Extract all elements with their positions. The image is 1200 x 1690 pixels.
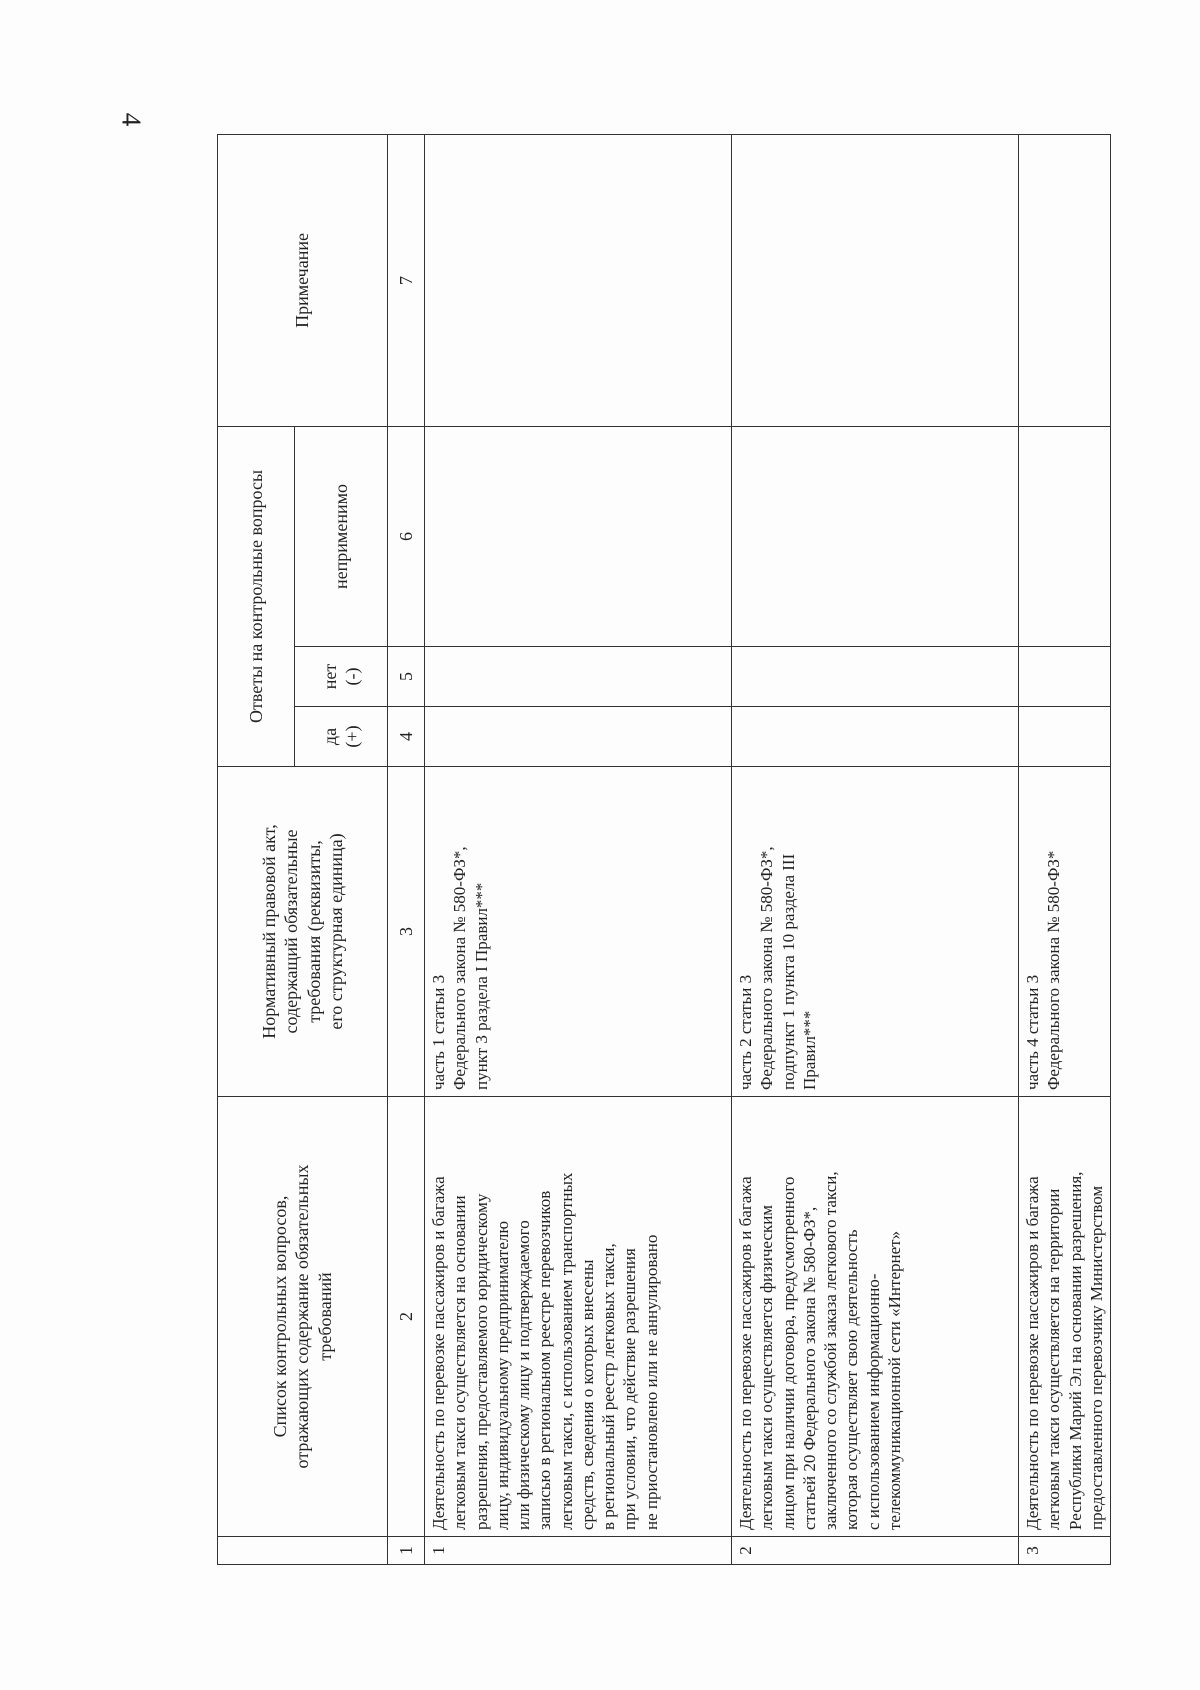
header-empty: [218, 1537, 388, 1565]
act-reference: часть 4 статьи 3 Федерального закона № 580-ФЗ*: [1019, 767, 1111, 1097]
header-na: неприменимо: [295, 426, 388, 646]
column-number: 5: [388, 647, 425, 707]
answer-na-cell[interactable]: [732, 426, 1019, 646]
answer-no-cell[interactable]: [425, 647, 732, 707]
header-yes: да (+): [295, 707, 388, 767]
column-number: 3: [388, 767, 425, 1097]
column-number: 6: [388, 426, 425, 646]
header-act: Нормативный правовой акт, содержащий обязательные требования (реквизиты, его структурная единица): [218, 767, 388, 1097]
note-cell[interactable]: [425, 134, 732, 426]
table-row: [425, 134, 732, 1564]
checklist-table: [217, 134, 1111, 1565]
column-number-row: [388, 134, 425, 1564]
column-number: 4: [388, 707, 425, 767]
answer-yes-cell[interactable]: [425, 707, 732, 767]
header-answers: Ответы на контрольные вопросы: [218, 426, 295, 766]
column-number: 7: [388, 134, 425, 426]
answer-no-cell[interactable]: [732, 647, 1019, 707]
row-number: 2: [732, 1537, 1019, 1565]
answer-yes-cell[interactable]: [1019, 707, 1111, 767]
answer-yes-cell[interactable]: [732, 707, 1019, 767]
answer-na-cell[interactable]: [425, 426, 732, 646]
header-note: Примечание: [218, 134, 388, 426]
note-cell[interactable]: [1019, 134, 1111, 426]
checklist-sheet: [217, 135, 1106, 1565]
header-questions: Список контрольных вопросов, отражающих содержание обязательных требований: [218, 1097, 388, 1537]
answer-na-cell[interactable]: [1019, 426, 1111, 646]
column-number: 1: [388, 1537, 425, 1565]
page-number: 4: [116, 112, 147, 127]
act-reference: часть 2 статьи 3 Федерального закона № 580-ФЗ*, подпункт 1 пункта 10 раздела III Правил***: [732, 767, 1019, 1097]
question-text: Деятельность по перевозке пассажиров и багажа легковым такси осуществляется на территории Республики Марий Эл на основании разрешения, предоставленного перевозчику Министерством: [1019, 1097, 1111, 1537]
table-row: [1019, 134, 1111, 1564]
answer-no-cell[interactable]: [1019, 647, 1111, 707]
row-number: 1: [425, 1537, 732, 1565]
act-reference: часть 1 статьи 3 Федерального закона № 580-ФЗ*, пункт 3 раздела I Правил***: [425, 767, 732, 1097]
column-number: 2: [388, 1097, 425, 1537]
note-cell[interactable]: [732, 134, 1019, 426]
question-text: Деятельность по перевозке пассажиров и багажа легковым такси осуществляется физическим лицом при наличии договора, предусмотренного статьей 20 Федерального закона № 580-ФЗ*, заключенного со службой заказа легкового такси, которая осуществляет свою деятельность с использованием информационно- телекоммуникационной сети «Интернет»: [732, 1097, 1019, 1537]
row-number: 3: [1019, 1537, 1111, 1565]
table-row: [732, 134, 1019, 1564]
question-text: Деятельность по перевозке пассажиров и багажа легковым такси осуществляется на основании разрешения, предоставляемого юридическому лицу, индивидуальному предпринимателю или физическому лицу и подтверждаемого записью в региональном реестре перевозчиков легковым такси, с использованием транспортных средств, сведения о которых внесены в региональный реестр легковых такси, при условии, что действие разрешения не приостановлено или не аннулировано: [425, 1097, 732, 1537]
header-no: нет (-): [295, 647, 388, 707]
